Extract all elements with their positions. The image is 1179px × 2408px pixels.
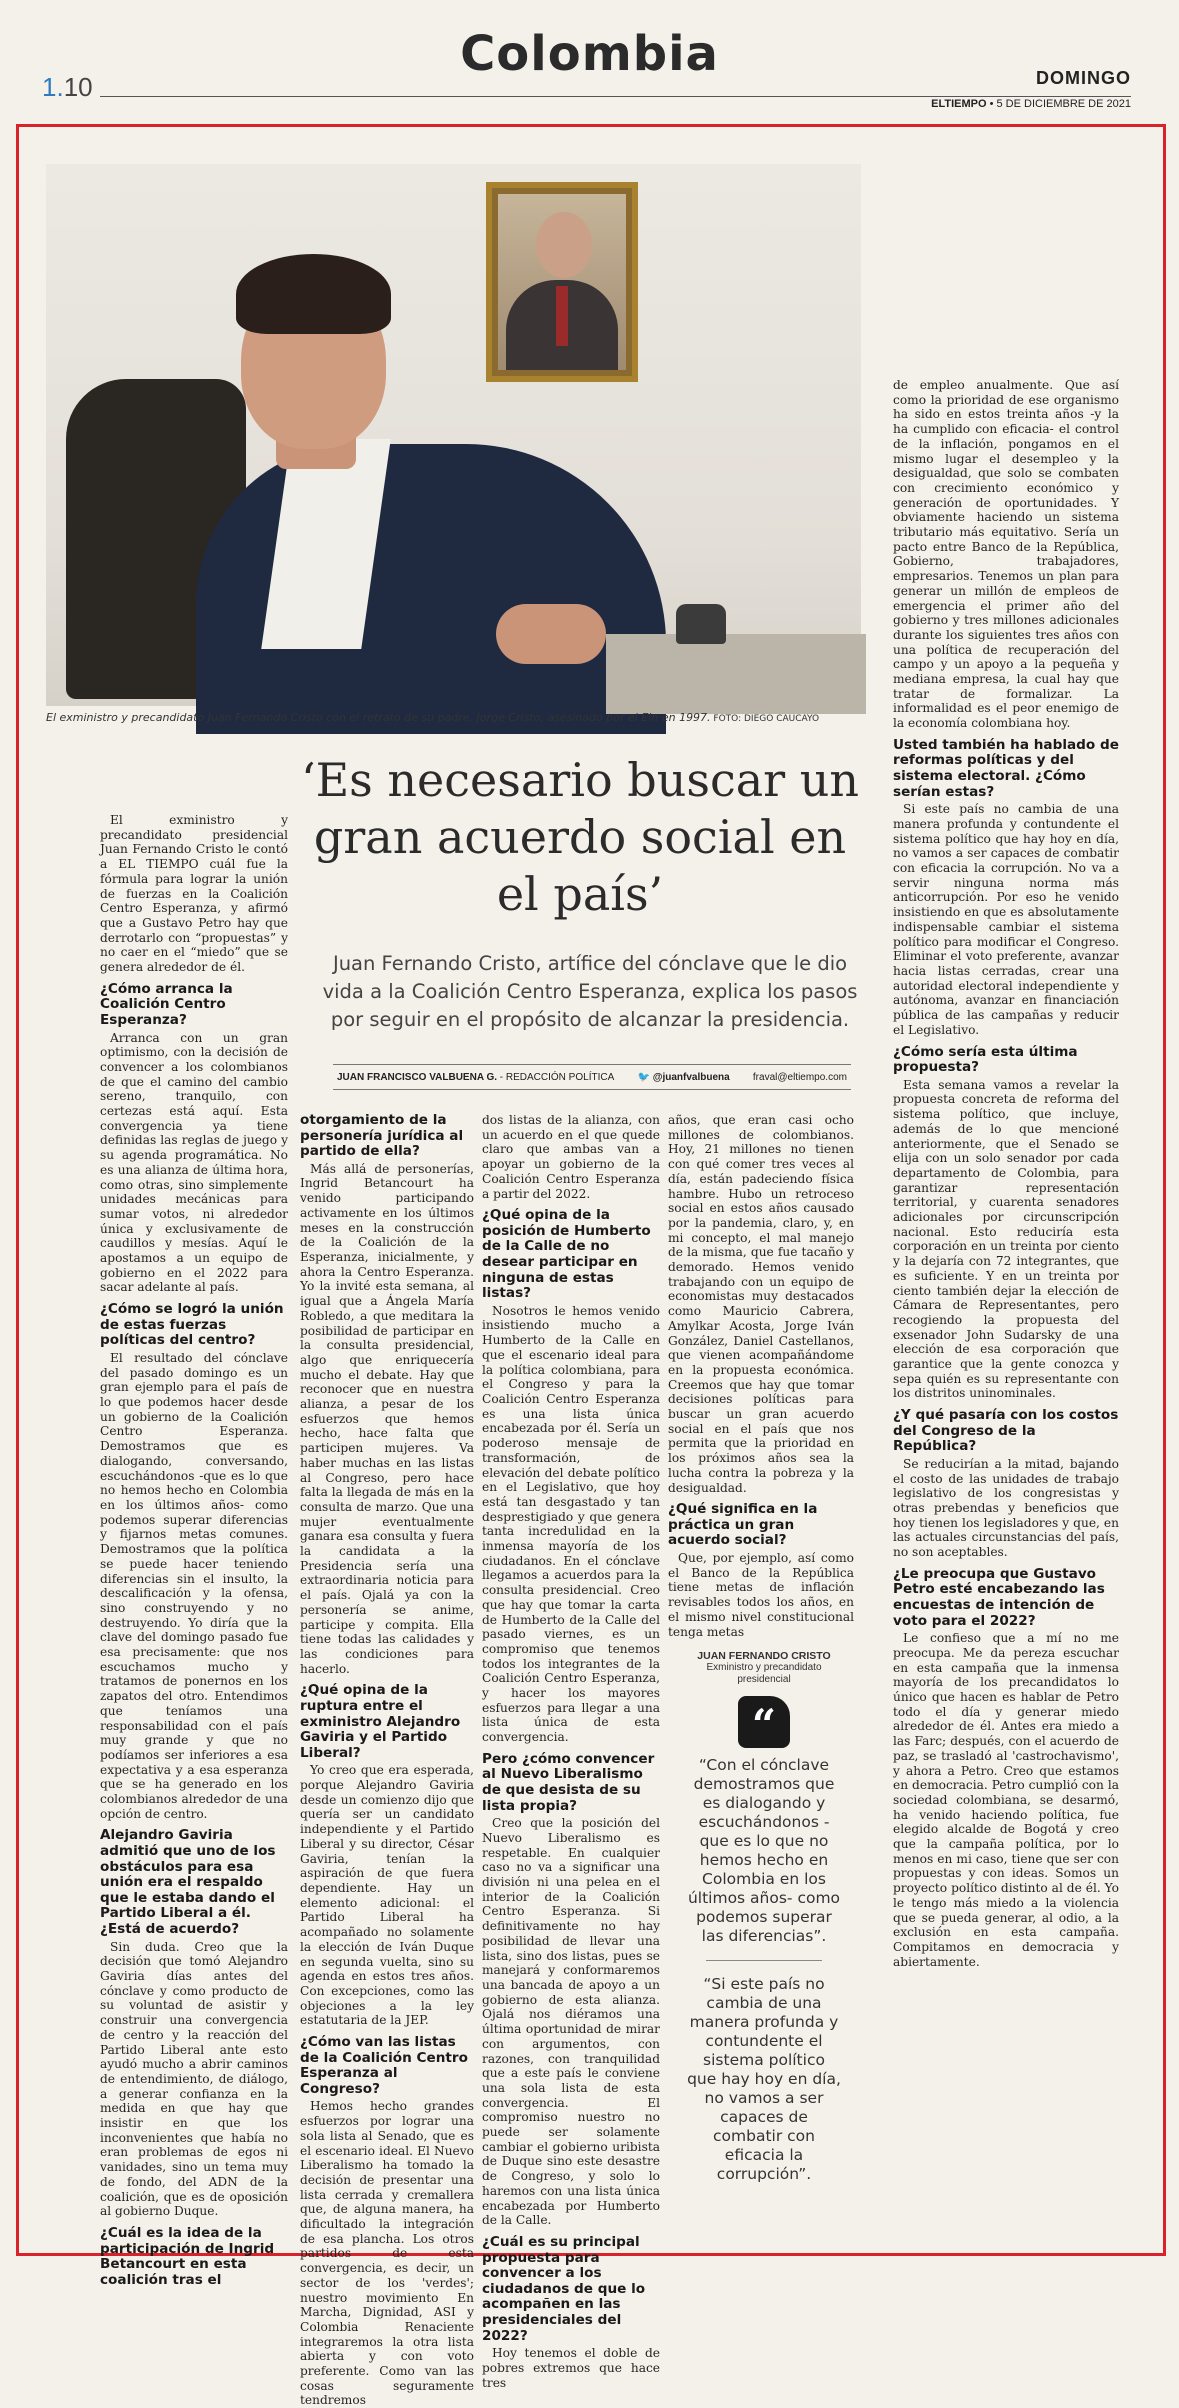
byline [333, 1064, 851, 1090]
question: ¿Qué significa en la práctica un gran acuerdo social? [668, 1501, 818, 1549]
date: • 5 DE DICIEMBRE DE 2021 [986, 98, 1131, 110]
deck: Juan Fernando Cristo, artífice del cónclave que le dio vida a la Coalición Centro Esperanza, explica los pasos por seguir en el propósito de alcanzar la presidencia. [322, 952, 858, 1031]
question: ¿Cuál es su principal propuesta para convencer a los ciudadanos de que lo acompañen en las presidenciales del 2022? [482, 2233, 646, 2344]
photo-caption [46, 711, 861, 724]
answer: Arranca con un gran optimismo, con la decisión de convencer a los colombianos de que el camino del cambio sereno, tranquilo, con certezas está aquí. Esta convergencia ya tiene definidas las reglas de juego y su agenda programática. No es una alianza de última hora, como otras, sino simplemente unidades mecánicas para sumar votos, ni alrededor única y exclusivamente de caudillos y mesías. Aquí le apostamos a un equipo de gobierno en el 2022 para sacar adelante al país. [100, 1030, 288, 1295]
question: ¿Y qué pasaría con los costos del Congreso de la República? [893, 1407, 1119, 1455]
question: ¿Qué opina de la ruptura entre el exministro Alejandro Gaviria y el Partido Liberal? [300, 1682, 461, 1761]
column-5 [893, 378, 1119, 2208]
pull-quote [686, 1650, 842, 2198]
column-4 [668, 1113, 854, 1639]
lamp [676, 604, 726, 644]
question: otorgamiento de la personería jurídica al partido de ella? [300, 1112, 464, 1160]
quote-name: JUAN FERNANDO CRISTO [697, 1650, 831, 1662]
page-number-value: 10 [63, 72, 93, 102]
article-photo [46, 164, 861, 706]
question: ¿Cuál es la idea de la participación de Ingrid Betancourt en esta coalición tras el [100, 2224, 275, 2288]
suit [196, 444, 666, 734]
email[interactable]: fraval@eltiempo.com [752, 1071, 847, 1083]
photo-credit: FOTO: DIEGO CAUCAYO [710, 714, 820, 724]
desk: - REDACCIÓN POLÍTICA [497, 1071, 615, 1083]
author: JUAN FRANCISCO VALBUENA G. [337, 1071, 498, 1083]
column-3 [482, 1113, 660, 2390]
question: ¿Cómo sería esta última propuesta? [893, 1043, 1078, 1076]
intro: El exministro y precandidato presidencial Juan Fernando Cristo le contó a EL TIEMPO cuál fue la fórmula para lograr la unión de fuerzas en la Coalición Centro Esperanza, y afirmó que a Gustavo Petro hay que derrotarlo con “propuestas” y no caer en el “miedo” que se genera alrededor de él. [100, 813, 288, 975]
header-rule [100, 96, 1131, 97]
answer: Que, por ejemplo, así como el Banco de la República tiene metas de inflación revisables todos los años, en el mismo nivel constitucional tenga metas [668, 1551, 854, 1639]
question: ¿Cómo arranca la Coalición Centro Esperanza? [100, 980, 233, 1028]
answer: Si este país no cambia de una manera profunda y contundente el sistema político que hay hoy en día, no vamos a ser capaces de combatir con eficacia la corrupción. No va a servir ninguna norma más anticorrupción. Por eso he venido insistiendo en que es absolutamente indispensable cambiar el sistema político para modificar el Congreso. Eliminar el voto preferente, avanzar hacia listas cerradas, crear una autoridad electoral independiente y autónoma, avanzar en financiación pública de las campañas y reducir el Legislativo. [893, 802, 1119, 1037]
answer: Se reducirían a la mitad, bajando el costo de las unidades de trabajo legislativo de los congresistas y otras prebendas y beneficios que hoy tienen los legisladores y que, en las actuales circunstancias del país, no son aceptables. [893, 1456, 1119, 1560]
question: Usted también ha hablado de reformas políticas y del sistema electoral. ¿Cómo serían estas? [893, 736, 1119, 800]
quote-role: Exministro y precandidato presidencial [706, 1662, 822, 1685]
answer: El resultado del cónclave del pasado domingo es un gran ejemplo para el país de lo que podemos hacer desde un gobierno de la Coalición Centro Esperanza. Demostramos que es dialogando, conversando, escuchándonos -que es lo que no hemos hecho en Colombia en los últimos años- como podemos superar diferencias y fijarnos metas comunes. Demostramos que la política se puede hacer teniendo diferencias sin el insulto, la descalificación y la ofensa, sino construyendo y no destruyendo. Yo diría que la clave del domingo pasado fue esa precisamente: que nos escuchamos mucho y tratamos de ponernos en los zapatos del otro. Entendimos que teníamos una responsabilidad con el país muy grande y que no podíamos ser inferiores a esa expectativa y a esa esperanza que se ha generado en los colombianos alrededor de una opción de centro. [100, 1350, 288, 1821]
answer: Nosotros le hemos venido insistiendo mucho a Humberto de la Calle en que el escenario ideal para la política colombiana, para el Congreso y para la Coalición Centro Esperanza es una lista única encabezada por él. Sería un poderoso mensaje de transformación, de elevación del debate político en el Legislativo, que hoy está tan desgastado y tan desprestigiado y que genera tanta incredulidad en la inmensa mayoría de los ciudadanos. En el cónclave llegamos a acuerdos para la consulta presidencial. Creo que hay que tomar la carta de Humberto de la Calle del pasado viernes, es un compromiso que tenemos todos los integrantes de la Coalición Centro Esperanza, y hacer los mayores esfuerzos para llegar a una lista única de esta convergencia. [482, 1303, 660, 1745]
section-title: Colombia [460, 26, 719, 82]
answer: dos listas de la alianza, con un acuerdo en el que quede claro que ambas van a apoyar un gobierno de la Coalición Centro Esperanza a partir del 2022. [482, 1113, 660, 1201]
column-2 [300, 1112, 474, 2408]
question: ¿Cómo van las listas de la Coalición Centro Esperanza al Congreso? [300, 2034, 468, 2097]
answer: Hoy tenemos el doble de pobres extremos que hace tres [482, 2346, 660, 2390]
answer: Le confieso que a mí no me preocupa. Me da pereza escuchar en esta campaña que la inmensa mayoría de los precandidatos lo único que hacen es hablar de Petro todo el día y generar miedo alrededor de él. Antes era miedo a las Farc; después, con el acuerdo de paz, se trasladó al 'castrochavismo', y ahora a Petro. Creo que estamos en democracia. Petro cumplió con la sociedad colombiana, se desarmó, ha venido haciendo política, fue elegido alcalde de Bogotá y creo que la campaña política, por lo menos en mi caso, tiene que ser con propuestas y con ideas. Somos un proyecto político distinto al de él. Yo le tengo más miedo a la violencia que se pueda generar, al odio, a la exclusión en esta campaña. Compitamos en democracia y abiertamente. [893, 1631, 1119, 1969]
answer: de empleo anualmente. Que así como la prioridad de ese organismo ha sido en estos treinta años -y la ha cumplido con eficacia- el control de la inflación, pongamos en el mismo lugar el desempleo y la desigualdad, que solo se combaten con crecimiento económico y generación de oportunidades. Y obviamente haciendo un sistema tributario más equitativo. Sería un pacto entre Banco de la República, Gobierno, trabajadores, empresarios. Tenemos un plan para generar un millón de empleos de emergencia el primer año del gobierno y tres millones adicionales durante los siguientes tres años con una política de recuperación del campo y un apoyo a la pequeña y mediana empresa, la cual hay que tratar de formalizar. La informalidad es el peor enemigo de la economía colombiana hoy. [893, 378, 1119, 731]
answer: Esta semana vamos a revelar la propuesta concreta de reforma del sistema político, que incluye, además de lo que mencioné anteriormente, que el Senado se elija con un solo senador por cada departamento de Colombia, para garantizar representación territorial, y cuarenta senadores adicionales por circunscripción nacional. Esto reduciría esta corporación en un treinta por ciento y la dejaría con 72 integrantes, que es suficiente. Y en un treinta por ciento también dejar la elección de Cámara de Representantes, pero recogiendo la propuesta del exsenador John Sudarsky de una elección de esa corporación que garantice que la gente conozca y sepa quién es su representante con los distritos uninominales. [893, 1077, 1119, 1401]
portrait-frame [486, 182, 638, 382]
page-number-prefix: 1. [42, 72, 64, 102]
headline: ‘Es necesario buscar un gran acuerdo social en el país’ [300, 753, 860, 921]
quote-1: “Con el cónclave demostramos que es dialogando y escuchándonos -que es lo que no hemos hecho en Colombia en los últimos años- como podemos superar las diferencias”. [687, 1756, 841, 1945]
quote-divider [706, 1960, 822, 1961]
desk [606, 634, 866, 714]
answer: Hemos hecho grandes esfuerzos por lograr una sola lista al Senado, que es el escenario ideal. El Nuevo Liberalismo ha tomado la decisión de presentar una lista cerrada y cremallera que, de alguna manera, ha dificultado la integración de esa plancha. Los otros partidos de esta convergencia, es decir, un sector de los 'verdes'; nuestro movimiento En Marcha, Dignidad, ASI y Colombia Renaciente integraremos la otra lista abierta y con voto preferente. Como van las cosas seguramente tendremos [300, 2099, 474, 2408]
twitter-handle: @juanfvalbuena [652, 1071, 730, 1083]
question: Alejandro Gaviria admitió que uno de los obstáculos para esa unión era el respaldo que le estaba dando el Partido Liberal a él. ¿Está de acuerdo? [100, 1827, 276, 1938]
answer: Más allá de personerías, Ingrid Betancourt ha venido participando activamente en los últimos meses en la construcción de la Coalición de la Esperanza, inicialmente, y ahora la Centro Esperanza. Yo la invité esta semana, al igual que a Ángela María Robledo, a que meditara la posibilidad de participar en la consulta presidencial, algo que enriquecería mucho el debate. Hay que reconocer que en nuestra alianza, a pesar de los esfuerzos que hemos hecho, hace falta que participen mujeres. Va haber muchas en las listas al Congreso, pero hace falta la llegada de más en la consulta de marzo. Que una mujer eventualmente ganara esa consulta y fuera la candidata a la Presidencia sería una extraordinaria noticia para el país. Ojalá ya con la personería se anime, participe y compita. Ella tiene todas las calidades y las condiciones para hacerlo. [300, 1161, 474, 1676]
twitter-icon: 🐦 [637, 1071, 650, 1083]
question: Pero ¿cómo convencer al Nuevo Liberalismo de que desista de su lista propia? [482, 1750, 655, 1814]
quote-2: “Si este país no cambia de una manera profunda y contundente el sistema político que hay hoy en día, no vamos a ser capaces de combatir con eficacia la corrupción”. [687, 1975, 841, 2183]
caption-text: El exministro y precandidato Juan Fernando Cristo con el retrato de su padre, Jorge Cristo, asesinado por el Eln en 1997. [46, 711, 711, 724]
answer: Creo que la posición del Nuevo Liberalismo es respetable. En cualquier caso no va a significar una división ni una pelea en el interior de la Coalición Centro Esperanza. Si definitivamente no hay posibilidad de llevar una lista, sino dos listas, pues se manejará y conformaremos una bancada de apoyo a un gobierno de esta alianza. Ojalá nos diéramos una última oportunidad de mirar con argumentos, con razones, con tranquilidad que a este país le conviene una sola lista de esta convergencia. El compromiso nuestro no puede ser solamente cambiar el gobierno uribista de Duque sino este desastre de Congreso, y solo lo haremos con una lista única encabezada por Humberto de la Calle. [482, 1816, 660, 2228]
paper-name: ELTIEMPO [931, 98, 987, 110]
quote-mark-icon: “ [738, 1696, 790, 1748]
question: ¿Le preocupa que Gustavo Petro esté encabezando las encuestas de intención de voto para el 2022? [893, 1565, 1105, 1629]
answer: años, que eran casi ocho millones de colombianos. Hoy, 21 millones no tienen con qué comer tres veces al día, están padeciendo física hambre. Hubo un retroceso social en estos años causado por la pandemia, claro, y, en mi concepto, el mal manejo de la misma, que fue tacaño y demorado. Hemos venido trabajando con un equipo de economistas muy destacados como Mauricio Cabrera, Amylkar Acosta, Jorge Iván González, Daniel Castellanos, que vienen acompañándome en la propuesta económica. Creemos que hay que tomar decisiones políticas para buscar un gran acuerdo social en el país que nos permita que la prioridad en los próximos años sea la lucha contra la pobreza y la desigualdad. [668, 1113, 854, 1495]
answer: Yo creo que era esperada, porque Alejandro Gaviria desde un comienzo dijo que quería ser un candidato independiente y el Partido Liberal y su director, César Gaviria, tenían la aspiración de que fuera dependiente. Hay un elemento adicional: el Partido Liberal ha acompañado no solamente la elección de Iván Duque en segunda vuelta, sino su agenda en estos tres años. Con excepciones, como las objeciones a la ley estatutaria de la JEP. [300, 1763, 474, 2028]
question: ¿Cómo se logró la unión de estas fuerzas políticas del centro? [100, 1301, 284, 1349]
day-label: DOMINGO [1036, 68, 1131, 88]
question: ¿Qué opina de la posición de Humberto de la Calle de no desear participar en ninguna de estas listas? [482, 1207, 651, 1302]
column-1 [100, 813, 288, 2288]
dateline [931, 98, 1131, 110]
answer: Sin duda. Creo que la decisión que tomó Alejandro Gaviria días antes del cónclave y como producto de su voluntad de asistir y construir una convergencia de centro y la reacción del Partido Liberal ante esto ayudó mucho a abrir caminos de entendimiento, de diálogo, a generar confianza en la medida en que hay que insistir en que los inconvenientes que había no eran problemas de egos ni vanidades, sino un tema muy de fondo, del ADN de la coalición, que es de oposición al gobierno Duque. [100, 1939, 288, 2219]
